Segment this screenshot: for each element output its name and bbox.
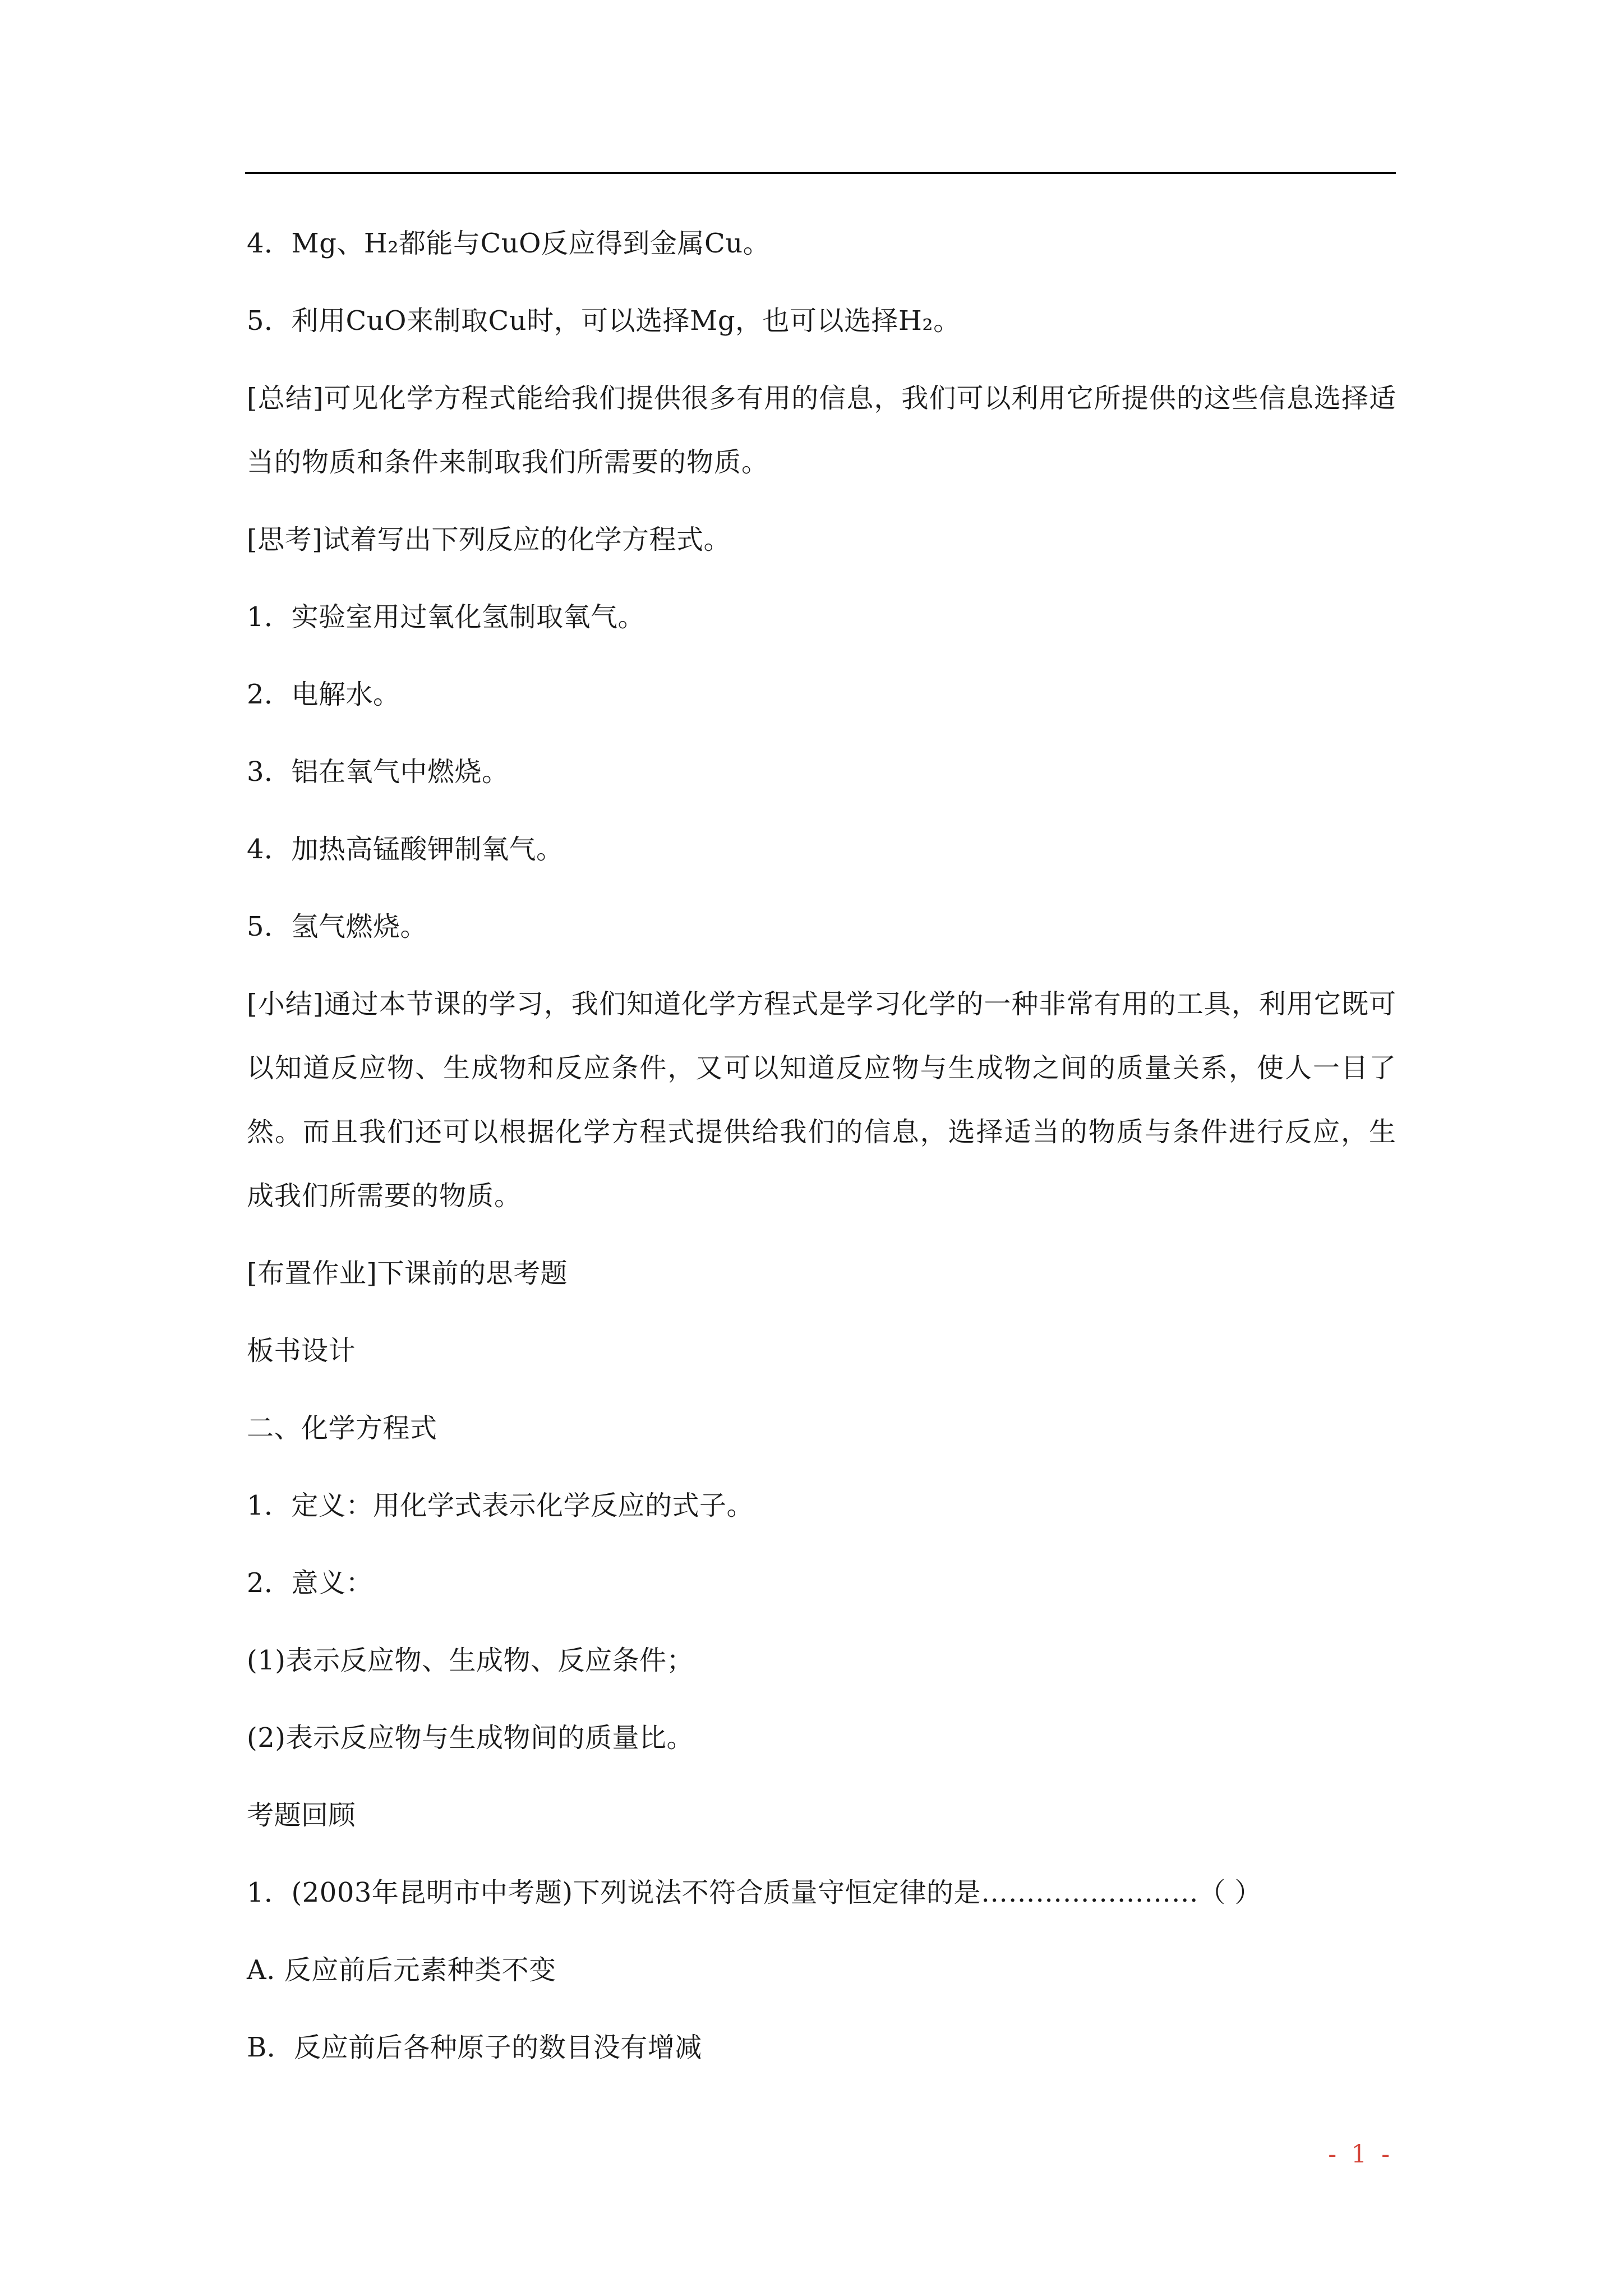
text-line: 2．电解水。 (247, 679, 400, 710)
text-line: 3．铝在氧气中燃烧。 (247, 756, 509, 788)
section-heading: 二、化学方程式 (247, 1412, 437, 1444)
section-heading: 考题回顾 (247, 1800, 356, 1831)
text-line: [思考]试着写出下列反应的化学方程式。 (247, 524, 731, 555)
text-line: (2)表示反应物与生成物间的质量比。 (247, 1722, 694, 1754)
text-line: 4．Mg、H₂都能与CuO反应得到金属Cu。 (247, 228, 771, 259)
text-line: 1．实验室用过氧化氢制取氧气。 (247, 601, 645, 633)
question-line: 1．(2003年昆明市中考题)下列说法不符合质量守恒定律的是……………………（ ） (247, 1877, 1262, 1908)
document-body (247, 205, 1396, 2086)
conclusion-paragraph: [小结]通过本节课的学习，我们知道化学方程式是学习化学的一种非常有用的工具，利用它既可以知道反应物、生成物和反应条件，又可以知道反应物与生成物之间的质量关系，使人一目了然。而且我们还可以根据化学方程式提供给我们的信息，选择适当的物质与条件进行反应，生成我们所需要的物质。 (247, 988, 1396, 1212)
text-line: 5．利用CuO来制取Cu时，可以选择Mg，也可以选择H₂。 (247, 305, 961, 337)
text-line: 2．意义： (247, 1567, 374, 1599)
section-heading: 板书设计 (247, 1335, 356, 1366)
option-line: B．反应前后各种原子的数目没有增减 (247, 2032, 702, 2063)
page-number: - 1 - (1328, 2140, 1393, 2169)
text-line: 5．氢气燃烧。 (247, 911, 428, 942)
summary-paragraph: [总结]可见化学方程式能给我们提供很多有用的信息，我们可以利用它所提供的这些信息选择适当的物质和条件来制取我们所需要的物质。 (247, 383, 1396, 478)
text-line: 4．加热高锰酸钾制氧气。 (247, 834, 564, 865)
header-rule (245, 172, 1396, 174)
text-line: [布置作业]下课前的思考题 (247, 1258, 568, 1289)
text-line: 1．定义：用化学式表示化学反应的式子。 (247, 1490, 754, 1521)
option-line: A. 反应前后元素种类不变 (247, 1954, 556, 1986)
text-line: (1)表示反应物、生成物、反应条件； (247, 1645, 694, 1676)
